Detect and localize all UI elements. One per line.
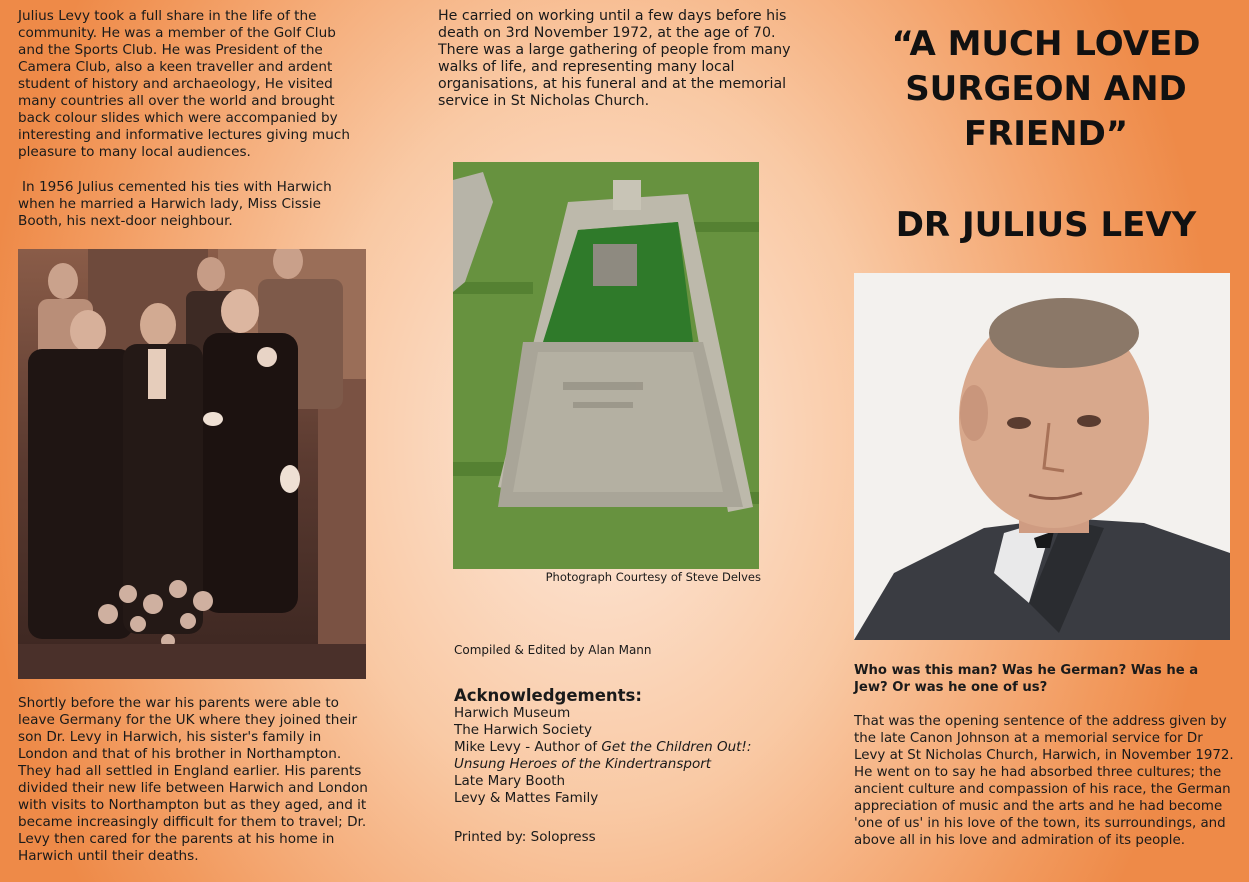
list-item: The Harwich Society xyxy=(454,722,593,738)
compiled-by: Compiled & Edited by Alan Mann xyxy=(454,643,652,657)
parents-paragraph: Shortly before the war his parents were able to leave Germany for the UK where they joined their son Dr. Levy in Harwich, his sister's family in London and that of his brother in Northampton. They had all settled in England earlier. His parents divided their new life between Harwich and London with visits to Northampton but as they aged, and it became increasingly difficult for them to travel; Dr. Levy then cared for the parents at his home in Harwich until their deaths. xyxy=(18,695,368,864)
intro-paragraph: Julius Levy took a full share in the life of the community. He was a member of the Golf Club and the Sports Club. He was President of the Camera Club, also a keen traveller and ardent student of history and archaeology, He visited many countries all over the world and brought back colour slides which were accompanied by interesting and informative lectures giving much pleasure to many local audiences. xyxy=(18,8,350,160)
title-line-2: SURGEON AND xyxy=(905,69,1187,109)
list-item: Harwich Museum xyxy=(454,705,571,721)
family-wedding-photo xyxy=(18,249,366,679)
memorial-paragraph: That was the opening sentence of the address given by the late Canon Johnson at a memorial service for Dr Levy at St Nicholas Church, Harwich, in November 1972. He went on to say he had absorbed three cultures; the ancient culture and compassion of his race, the German appreciation of music and the arts and he had become 'one of us' in his love of the town, its surroundings, and above all in his love and admiration of its people. xyxy=(854,714,1234,848)
title-line-1: “A MUCH LOVED xyxy=(891,24,1201,64)
title-line-3: FRIEND” xyxy=(963,114,1129,154)
list-item: Late Mary Booth xyxy=(454,773,566,789)
funeral-paragraph: He carried on working until a few days before his death on 3rd November 1972, at the age of 70. There was a large gathering of people from many walks of life, and representing many local organisations, at his funeral and at the memorial service in St Nicholas Church. xyxy=(438,8,791,109)
printed-by: Printed by: Solopress xyxy=(454,829,596,845)
portrait-photo xyxy=(854,273,1230,640)
grave-photo xyxy=(453,162,759,569)
list-item: Mike Levy - Author of Get the Children Out!: xyxy=(454,739,752,755)
marriage-paragraph: In 1956 Julius cemented his ties with Harwich when he married a Harwich lady, Miss Cissie Booth, his next-door neighbour. xyxy=(18,179,332,229)
acknowledgements-section xyxy=(454,686,784,807)
photo-credit: Photograph Courtesy of Steve Delves xyxy=(545,570,761,584)
list-item: Unsung Heroes of the Kindertransport xyxy=(454,756,712,772)
acknowledgements-heading: Acknowledgements: xyxy=(454,686,642,705)
opening-question: Who was this man? Was he German? Was he a Jew? Or was he one of us? xyxy=(854,663,1199,695)
acknowledgements-list xyxy=(454,705,784,807)
subject-name: DR JULIUS LEVY xyxy=(895,205,1197,245)
page-title xyxy=(846,22,1246,157)
list-item: Levy & Mattes Family xyxy=(454,790,599,806)
